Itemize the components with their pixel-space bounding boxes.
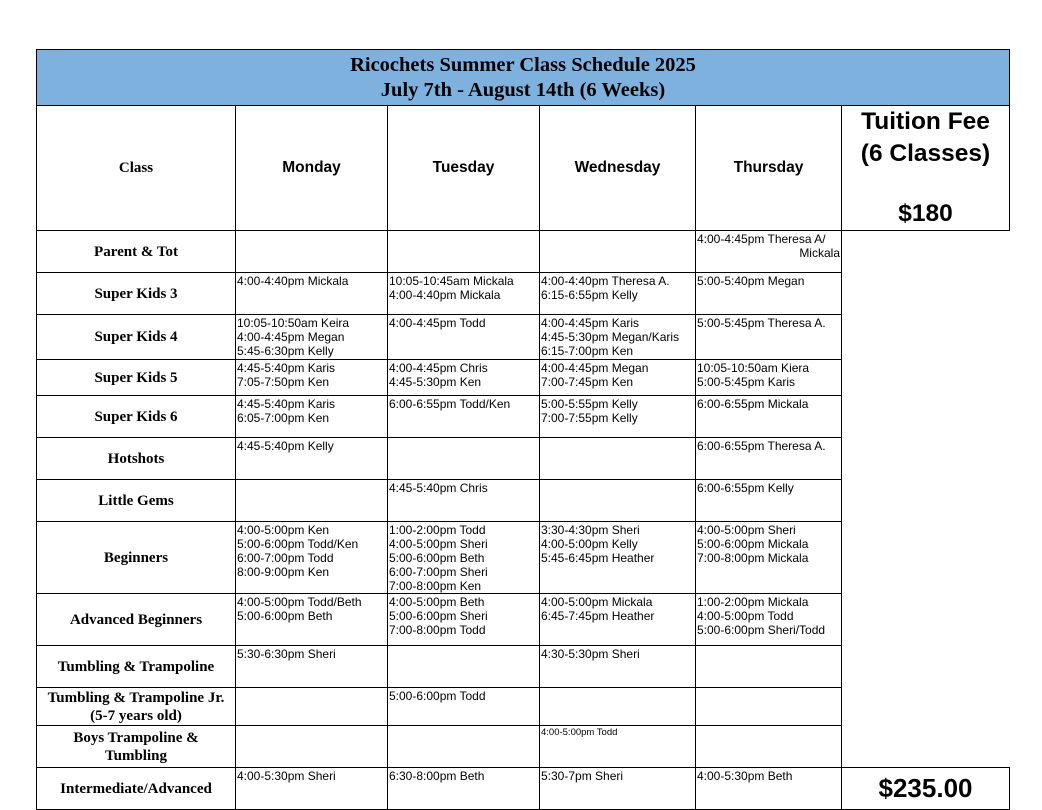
class-name-line: Super Kids 3: [94, 285, 178, 302]
slot-line: 4:00-5:30pm Beth: [697, 769, 793, 783]
schedule-table: [36, 49, 1010, 810]
slot-wednesday: [540, 480, 696, 522]
slot-monday: [236, 522, 388, 594]
slot-wednesday: [540, 522, 696, 594]
table-row: [37, 396, 1010, 438]
slot-line: 5:00-5:40pm Megan: [697, 274, 805, 288]
class-name: [37, 438, 236, 480]
slot-line: 4:00-4:45pm Megan: [237, 330, 345, 344]
class-name: [37, 480, 236, 522]
slot-thursday: [696, 522, 842, 594]
slot-line: 4:45-5:30pm Ken: [389, 375, 482, 389]
slot-wednesday: [540, 231, 696, 273]
class-name-line: Super Kids 4: [94, 329, 178, 345]
slot-line: 1:00-2:00pm Todd: [389, 523, 486, 537]
class-name: [37, 768, 236, 810]
slot-line: 4:00-5:00pm Kelly: [541, 537, 638, 551]
table-row: [37, 594, 1010, 646]
slot-line: 7:00-7:55pm Kelly: [541, 411, 638, 425]
slot-line: 4:45-5:40pm Kelly: [237, 439, 334, 453]
table-row: [37, 231, 1010, 273]
slot-wednesday: [540, 688, 696, 726]
slot-thursday: [696, 396, 842, 438]
schedule-rows: [37, 231, 1010, 768]
slot-monday: [236, 438, 388, 480]
slot-line: 5:00-6:00pm Todd/Ken: [237, 537, 359, 551]
tuition-fee-cell: [842, 106, 1010, 231]
slot-wednesday: [540, 594, 696, 646]
schedule-title-line2: July 7th - August 14th (6 Weeks): [380, 78, 666, 101]
slot-line: 5:00-5:55pm Kelly: [541, 397, 638, 411]
slot-line: 4:00-4:40pm Theresa A.: [541, 274, 670, 288]
slot-line: 6:45-7:45pm Heather: [541, 609, 655, 623]
table-row: [37, 273, 1010, 315]
slot-line: 4:00-4:40pm Mickala: [389, 288, 501, 302]
intermediate-price: $235.00: [842, 768, 1010, 810]
slot-tuesday: [388, 438, 540, 480]
slot-line: 10:05-10:50am Keira: [237, 316, 350, 330]
class-name: [37, 726, 236, 768]
slot-monday: [236, 396, 388, 438]
slot-line: 4:00-5:00pm Todd/Beth: [237, 595, 362, 609]
table-row: [37, 480, 1010, 522]
class-name: [37, 646, 236, 688]
slot-thursday: [696, 594, 842, 646]
header-wednesday: Wednesday: [540, 106, 696, 231]
slot-wednesday: [540, 360, 696, 396]
slot-line: 6:05-7:00pm Ken: [237, 411, 330, 425]
slot-tuesday: [388, 315, 540, 360]
slot-line: 6:00-6:55pm Theresa A.: [697, 439, 826, 453]
slot-line: 5:00-5:45pm Karis: [697, 375, 796, 389]
slot-line: 4:00-5:00pm Mickala: [541, 595, 653, 609]
class-name-line: Tumbling: [105, 747, 167, 764]
table-row: [37, 315, 1010, 360]
header-tuesday: Tuesday: [388, 106, 540, 231]
tuition-fee-classes: (6 Classes): [860, 140, 991, 167]
class-name: [37, 231, 236, 273]
slot-line: 4:00-4:45pm Todd: [389, 316, 486, 330]
slot-line: 1:00-2:00pm Mickala: [697, 595, 809, 609]
slot-line: 5:00-6:00pm Beth: [237, 609, 333, 623]
slot-thursday: [696, 360, 842, 396]
slot-tuesday: [388, 768, 540, 810]
slot-line: 4:00-4:45pm Karis: [541, 316, 640, 330]
slot-tuesday: [388, 231, 540, 273]
class-name-line: Intermediate/Advanced: [60, 780, 212, 797]
slot-tuesday: [388, 360, 540, 396]
slot-line: 4:00-5:30pm Sheri: [237, 769, 336, 783]
slot-line: 3:30-4:30pm Sheri: [541, 523, 640, 537]
class-name-line: Advanced Beginners: [69, 611, 203, 628]
slot-line: 5:00-6:00pm Sheri: [389, 609, 488, 623]
class-name-line: Super Kids 6: [94, 408, 178, 425]
slot-line: 4:45-5:40pm Karis: [237, 397, 336, 411]
schedule-title-line1: Ricochets Summer Class Schedule 2025: [350, 53, 696, 76]
slot-monday: [236, 360, 388, 396]
slot-line: 4:45-5:30pm Megan/Karis: [541, 330, 680, 344]
slot-tuesday: [388, 396, 540, 438]
header-thursday: Thursday: [696, 106, 842, 231]
class-name: [37, 360, 236, 396]
slot-tuesday: [388, 726, 540, 768]
slot-line: 4:00-5:00pm Sheri: [697, 523, 796, 537]
slot-tuesday: [388, 646, 540, 688]
slot-thursday: [696, 688, 842, 726]
slot-line: 4:00-5:00pm Sheri: [389, 537, 488, 551]
slot-monday: [236, 594, 388, 646]
slot-monday: [236, 688, 388, 726]
class-name: [37, 315, 236, 360]
header-monday: Monday: [236, 106, 388, 231]
slot-line: 7:00-8:00pm Mickala: [697, 551, 809, 565]
slot-monday: [236, 646, 388, 688]
slot-line: 6:30-8:00pm Beth: [389, 769, 485, 783]
slot-tuesday: [388, 688, 540, 726]
slot-tuesday: [388, 522, 540, 594]
class-name-line: Hotshots: [107, 450, 165, 467]
slot-monday: [236, 315, 388, 360]
slot-line: 7:00-8:00pm Todd: [389, 623, 486, 637]
slot-tuesday: [388, 273, 540, 315]
slot-thursday: [696, 726, 842, 768]
slot-wednesday: [540, 396, 696, 438]
slot-wednesday: [540, 646, 696, 688]
class-name-line: Little Gems: [98, 492, 174, 509]
slot-line: 6:15-6:55pm Kelly: [541, 288, 638, 302]
slot-line: 5:00-6:00pm Mickala: [697, 537, 809, 551]
slot-line: 6:15-7:00pm Ken: [541, 344, 634, 358]
slot-line: 5:00-5:45pm Theresa A.: [697, 316, 826, 330]
slot-line: 5:45-6:45pm Heather: [541, 551, 655, 565]
slot-line: 5:00-6:00pm Todd: [389, 689, 486, 703]
slot-line: 5:30-7pm Sheri: [541, 769, 624, 783]
slot-line: 4:00-5:00pm Ken: [237, 523, 330, 537]
class-name: [37, 594, 236, 646]
slot-wednesday: [540, 273, 696, 315]
class-name: [37, 273, 236, 315]
slot-monday: [236, 726, 388, 768]
slot-line: 8:00-9:00pm Ken: [237, 565, 330, 579]
slot-line: 6:00-7:00pm Sheri: [389, 565, 488, 579]
table-row: [37, 768, 1010, 810]
slot-line: 6:00-7:00pm Todd: [237, 551, 334, 565]
slot-line: 5:00-6:00pm Beth: [389, 551, 485, 565]
slot-line: 4:45-5:40pm Karis: [237, 361, 336, 375]
slot-wednesday: [540, 315, 696, 360]
slot-line: 4:45-5:40pm Chris: [389, 481, 488, 495]
slot-monday: [236, 273, 388, 315]
table-row: [37, 360, 1010, 396]
slot-thursday: [696, 646, 842, 688]
slot-line: 6:00-6:55pm Todd/Ken: [389, 397, 511, 411]
tuition-fee-price: $180: [898, 200, 953, 227]
slot-line: 7:00-7:45pm Ken: [541, 375, 634, 389]
slot-line: Mickala: [799, 246, 840, 260]
class-name: [37, 522, 236, 594]
table-row: [37, 438, 1010, 480]
tuition-fee-label: Tuition Fee: [861, 108, 990, 135]
slot-tuesday: [388, 480, 540, 522]
slot-line: 4:00-4:45pm Chris: [389, 361, 488, 375]
slot-line: 7:05-7:50pm Ken: [237, 375, 330, 389]
slot-line: 4:30-5:30pm Sheri: [541, 647, 640, 661]
class-name-line: Parent & Tot: [94, 243, 178, 260]
slot-wednesday: [540, 768, 696, 810]
slot-thursday: [696, 480, 842, 522]
slot-line: 5:00-6:00pm Sheri/Todd: [697, 623, 826, 637]
slot-line: 4:00-5:00pm Todd: [541, 727, 618, 738]
slot-thursday: [696, 273, 842, 315]
slot-monday: [236, 768, 388, 810]
slot-line: 6:00-6:55pm Mickala: [697, 397, 809, 411]
table-row: [37, 688, 1010, 726]
class-name-line: Tumbling & Trampoline Jr.: [47, 689, 225, 706]
table-row: [37, 646, 1010, 688]
slot-line: 4:00-5:00pm Todd: [697, 609, 794, 623]
table-row: [37, 522, 1010, 594]
slot-thursday: [696, 231, 842, 273]
slot-line: 5:45-6:30pm Kelly: [237, 344, 334, 358]
class-name-line: Tumbling & Trampoline: [57, 658, 215, 675]
slot-line: 4:00-4:40pm Mickala: [237, 274, 349, 288]
header-class: Class: [37, 106, 236, 231]
class-name: [37, 688, 236, 726]
slot-line: 4:00-4:45pm Megan: [541, 361, 649, 375]
slot-line: 10:05-10:50am Kiera: [697, 361, 810, 375]
slot-wednesday: [540, 726, 696, 768]
class-name-line: Boys Trampoline &: [73, 729, 199, 746]
class-name-line: (5-7 years old): [90, 707, 182, 724]
class-name: [37, 396, 236, 438]
schedule-title: [37, 50, 1010, 106]
slot-line: 10:05-10:45am Mickala: [389, 274, 514, 288]
slot-thursday: [696, 315, 842, 360]
slot-thursday: [696, 768, 842, 810]
class-name-line: Beginners: [103, 549, 169, 566]
slot-line: 7:00-8:00pm Ken: [389, 579, 482, 593]
slot-line: 4:00-5:00pm Beth: [389, 595, 485, 609]
slot-line: 5:30-6:30pm Sheri: [237, 647, 336, 661]
slot-thursday: [696, 438, 842, 480]
slot-line: 6:00-6:55pm Kelly: [697, 481, 794, 495]
slot-monday: [236, 231, 388, 273]
class-name-line: Super Kids 5: [94, 369, 178, 386]
slot-monday: [236, 480, 388, 522]
slot-line: 4:00-4:45pm Theresa A/: [697, 232, 826, 246]
slot-tuesday: [388, 594, 540, 646]
table-row: [37, 726, 1010, 768]
slot-wednesday: [540, 438, 696, 480]
